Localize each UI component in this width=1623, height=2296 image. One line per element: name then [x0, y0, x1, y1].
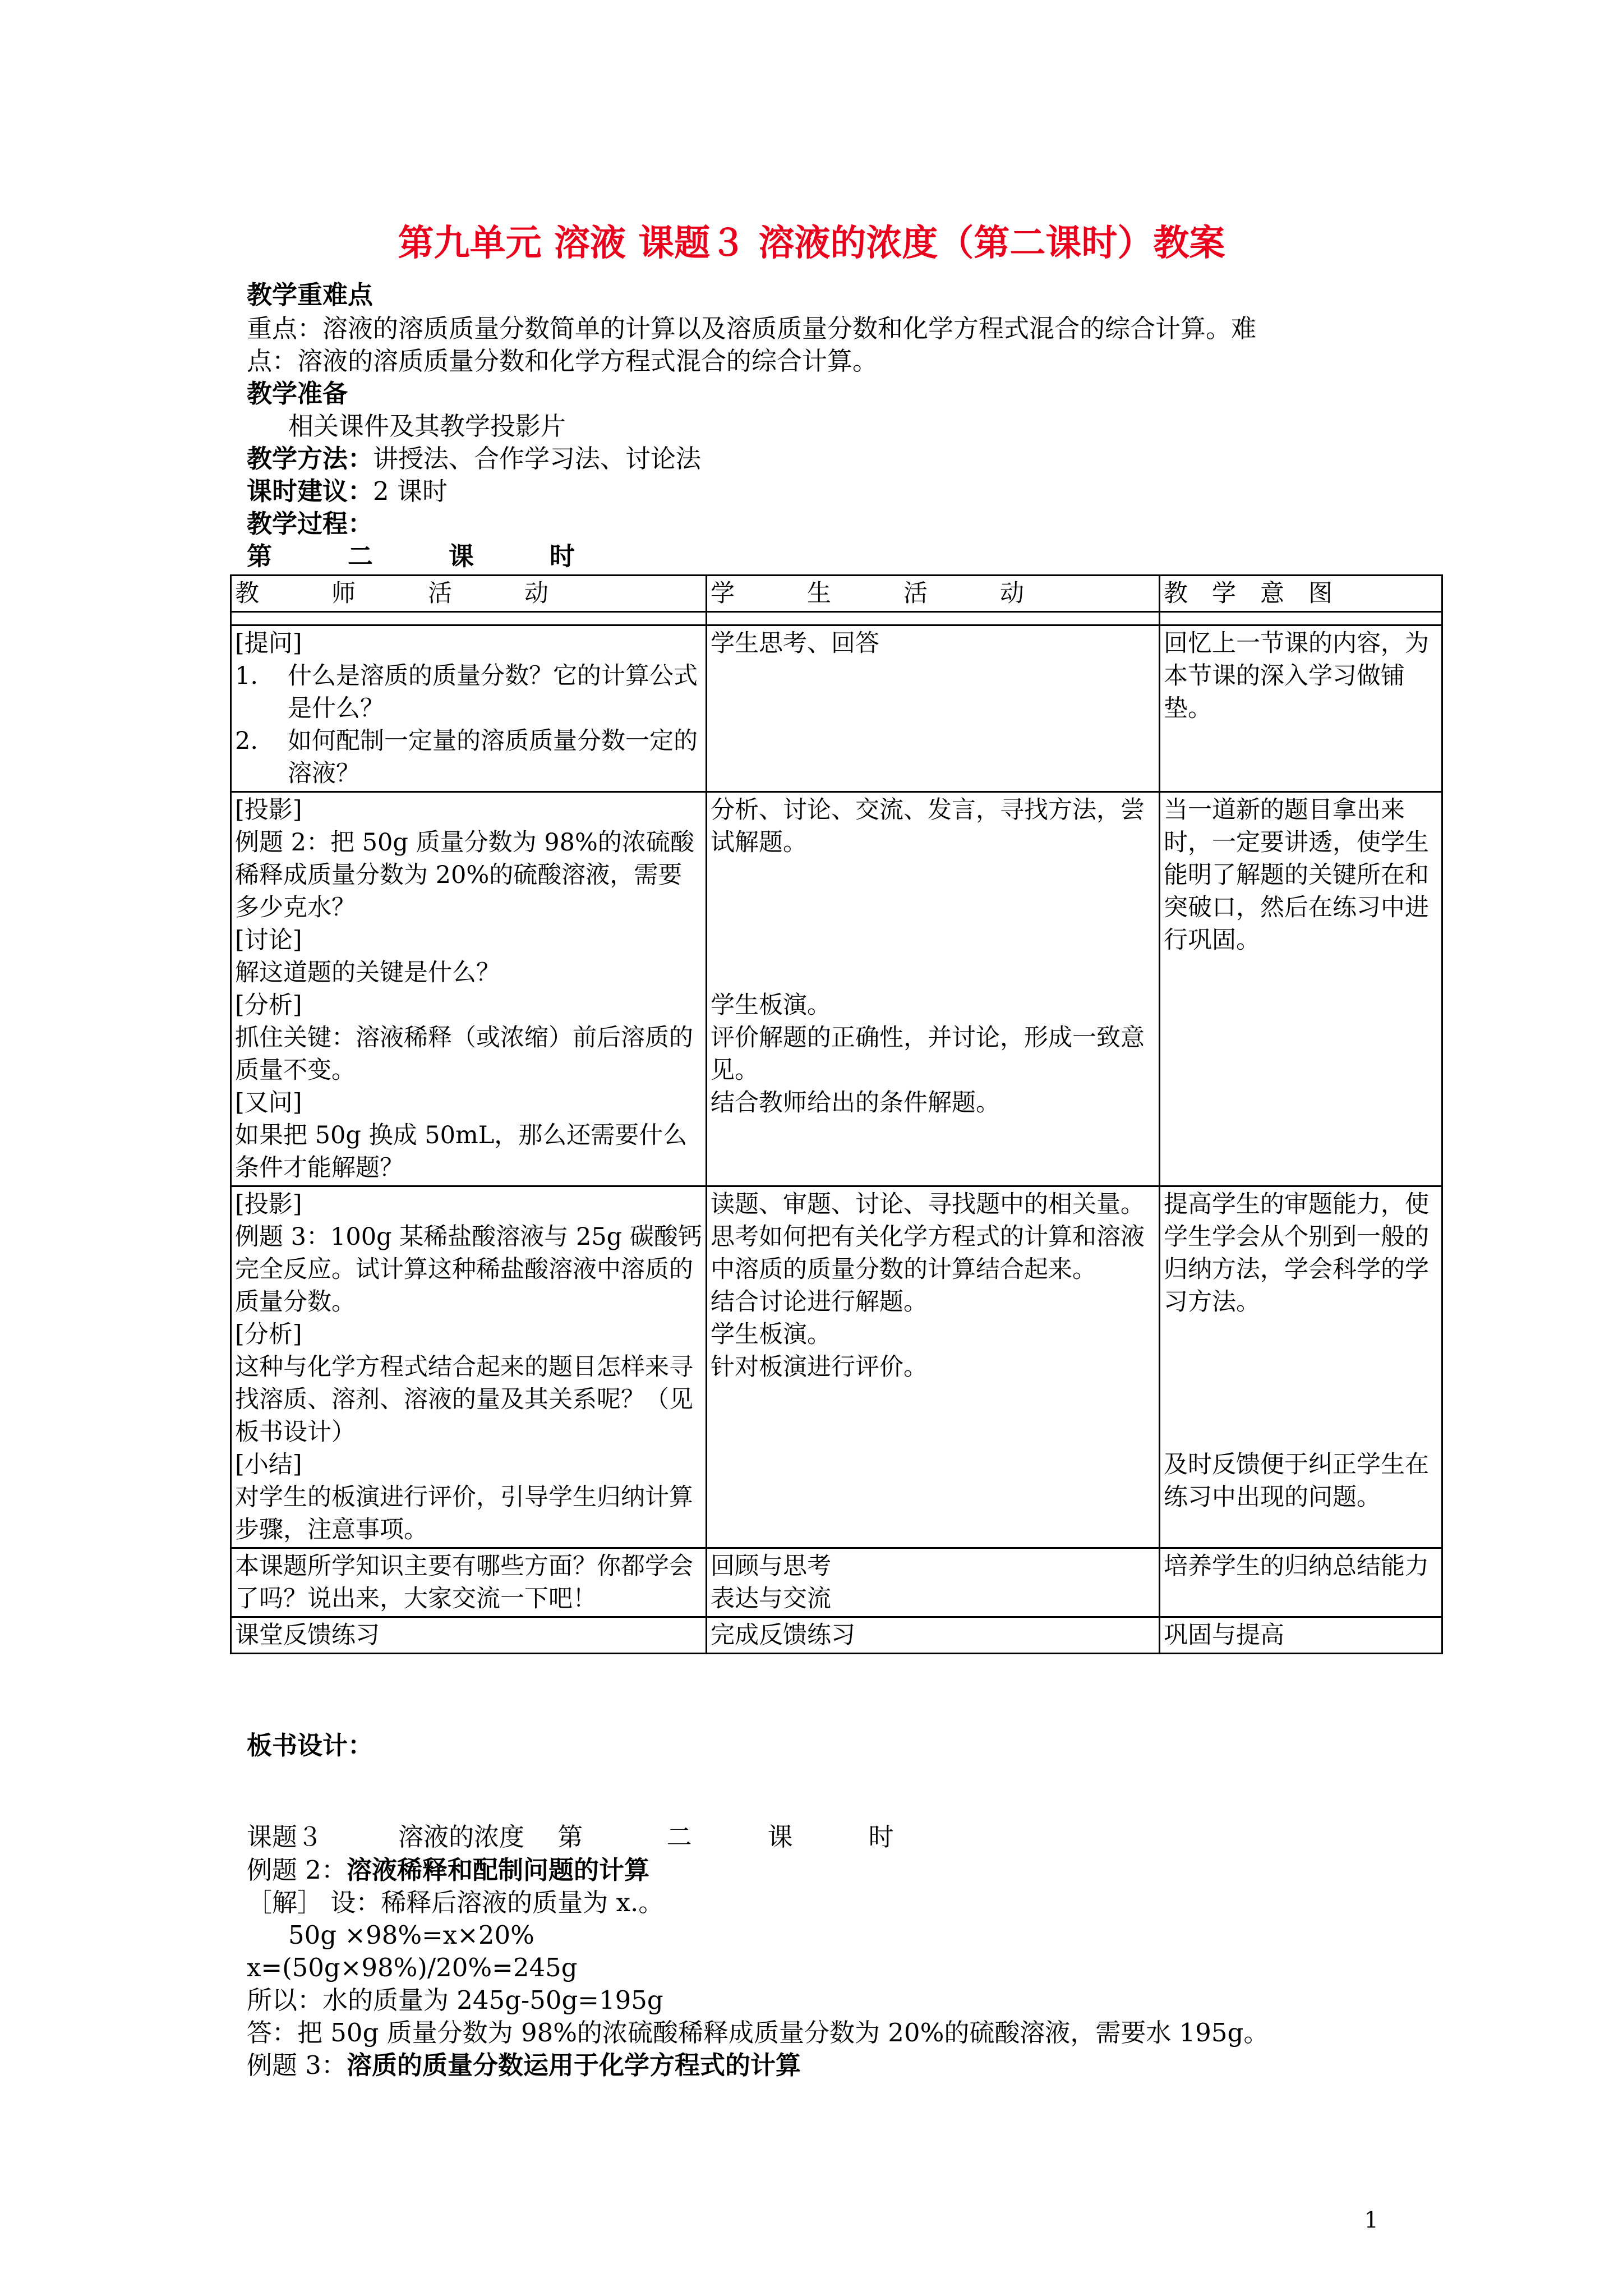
- intent-cell: 当一道新的题目拿出来时，一定要讲透，使学生能明了解题的关键所在和突破口，然后在练习中进行巩固。: [1160, 792, 1442, 1186]
- prep-heading: 教学准备: [247, 379, 348, 408]
- lesson-label: 第 二 课 时: [247, 541, 575, 571]
- board-heading: 板书设计：: [247, 1731, 374, 1760]
- example-3-line: 例题 3：溶质的质量分数运用于化学方程式的计算: [247, 2050, 801, 2080]
- teacher-tag: [提问]: [235, 629, 302, 657]
- intent-cell: 回忆上一节课的内容，为本节课的深入学习做铺垫。: [1160, 625, 1442, 792]
- example-3-title: 溶质的质量分数运用于化学方程式的计算: [346, 2050, 801, 2080]
- hours-text: 2 课时: [373, 476, 448, 506]
- process-heading: 教学过程：: [247, 509, 374, 539]
- list-item: 1. 什么是溶质的质量分数？它的计算公式是什么？: [235, 662, 698, 723]
- teacher-cell: 课堂反馈练习: [231, 1617, 707, 1654]
- table-row: [231, 1548, 1442, 1617]
- header-intent: 教 学 意 图: [1160, 576, 1442, 612]
- question-list: [235, 660, 702, 790]
- equation-2: x=(50g×98%)/20%=245g: [247, 1953, 578, 1982]
- table-row: [231, 1186, 1442, 1548]
- header-teacher: 教 师 活 动: [231, 576, 707, 612]
- method-line: [247, 442, 701, 476]
- student-cell: 回顾与思考 表达与交流: [707, 1548, 1160, 1617]
- answer-line: 答：把 50g 质量分数为 98%的浓硫酸稀释成质量分数为 20%的硫酸溶液，需要水 195g。: [247, 2018, 1269, 2047]
- header-student: 学 生 活 动: [707, 576, 1160, 612]
- example-2-line: 例题 2：溶液稀释和配制问题的计算: [247, 1855, 649, 1885]
- lesson-table: [230, 574, 1443, 1654]
- difficulty-line-2: 点：溶液的溶质质量分数和化学方程式混合的综合计算。: [247, 346, 878, 376]
- student-cell: 分析、讨论、交流、发言，寻找方法，尝试解题。 学生板演。 评价解题的正确性，并讨论，形成一致意见。 结合教师给出的条件解题。: [707, 792, 1160, 1186]
- prep-text: 相关课件及其教学投影片: [288, 411, 566, 441]
- teacher-cell: 本课题所学知识主要有哪些方面？你都学会了吗？说出来，大家交流一下吧！: [231, 1548, 707, 1617]
- difficulty-heading: 教学重难点: [247, 280, 374, 310]
- difficulty-line-1: 重点：溶液的溶质质量分数简单的计算以及溶质质量分数和化学方程式混合的综合计算。难: [247, 314, 1257, 343]
- intent-cell: 巩固与提高: [1160, 1617, 1442, 1654]
- intent-cell: 提高学生的审题能力，使学生学会从个别到一般的归纳方法，学会科学的学习方法。 及时反馈便于纠正学生在练习中出现的问题。: [1160, 1186, 1442, 1548]
- table-header-row: [231, 576, 1442, 612]
- hours-line: [247, 475, 448, 508]
- solve-line: ［解］ 设：稀释后溶液的质量为 x.。: [247, 1888, 664, 1917]
- table-row: [231, 792, 1442, 1186]
- method-text: 讲授法、合作学习法、讨论法: [373, 444, 702, 473]
- document-title: 第九单元 溶液 课题３ 溶液的浓度（第二课时）教案: [398, 223, 1225, 264]
- teacher-cell: [投影] 例题 2：把 50g 质量分数为 98%的浓硫酸稀释成质量分数为 20%的硫酸溶液，需要多少克水？ [讨论] 解这道题的关键是什么？ [分析] 抓住关键：溶液稀释（或浓缩）前后溶质的质量不变。 [又问] 如果把 50g 换成 50mL，那么还需要什么条件才能解题？: [231, 792, 707, 1186]
- table-row: [231, 625, 1442, 792]
- method-label: 教学方法：: [247, 444, 374, 473]
- intent-cell: 培养学生的归纳总结能力: [1160, 1548, 1442, 1617]
- equation-3: 所以：水的质量为 245g-50g=195g: [247, 1985, 663, 2015]
- board-topic-line: 课题３ 溶液的浓度 第 二 课 时: [247, 1822, 894, 1852]
- student-cell: 完成反馈练习: [707, 1617, 1160, 1654]
- student-cell: 读题、审题、讨论、寻找题中的相关量。思考如何把有关化学方程式的计算和溶液中溶质的质量分数的计算结合起来。 结合讨论进行解题。 学生板演。 针对板演进行评价。: [707, 1186, 1160, 1548]
- teacher-cell: [投影] 例题 3：100g 某稀盐酸溶液与 25g 碳酸钙完全反应。试计算这种稀盐酸溶液中溶质的质量分数。 [分析] 这种与化学方程式结合起来的题目怎样来寻找溶质、溶剂、溶液的量及其关系呢？（见板书设计） [小结] 对学生的板演进行评价，引导学生归纳计算步骤，注意事项。: [231, 1186, 707, 1548]
- table-row: [231, 1617, 1442, 1654]
- example-2-title: 溶液稀释和配制问题的计算: [346, 1855, 649, 1885]
- teacher-cell: [231, 625, 707, 792]
- student-cell: 学生思考、回答: [707, 625, 1160, 792]
- list-item: 2. 如何配制一定量的溶质质量分数一定的溶液？: [235, 727, 698, 788]
- page-number: 1: [1364, 2207, 1378, 2233]
- equation-1: 50g ×98%=x×20%: [288, 1920, 534, 1950]
- hours-label: 课时建议：: [247, 476, 374, 506]
